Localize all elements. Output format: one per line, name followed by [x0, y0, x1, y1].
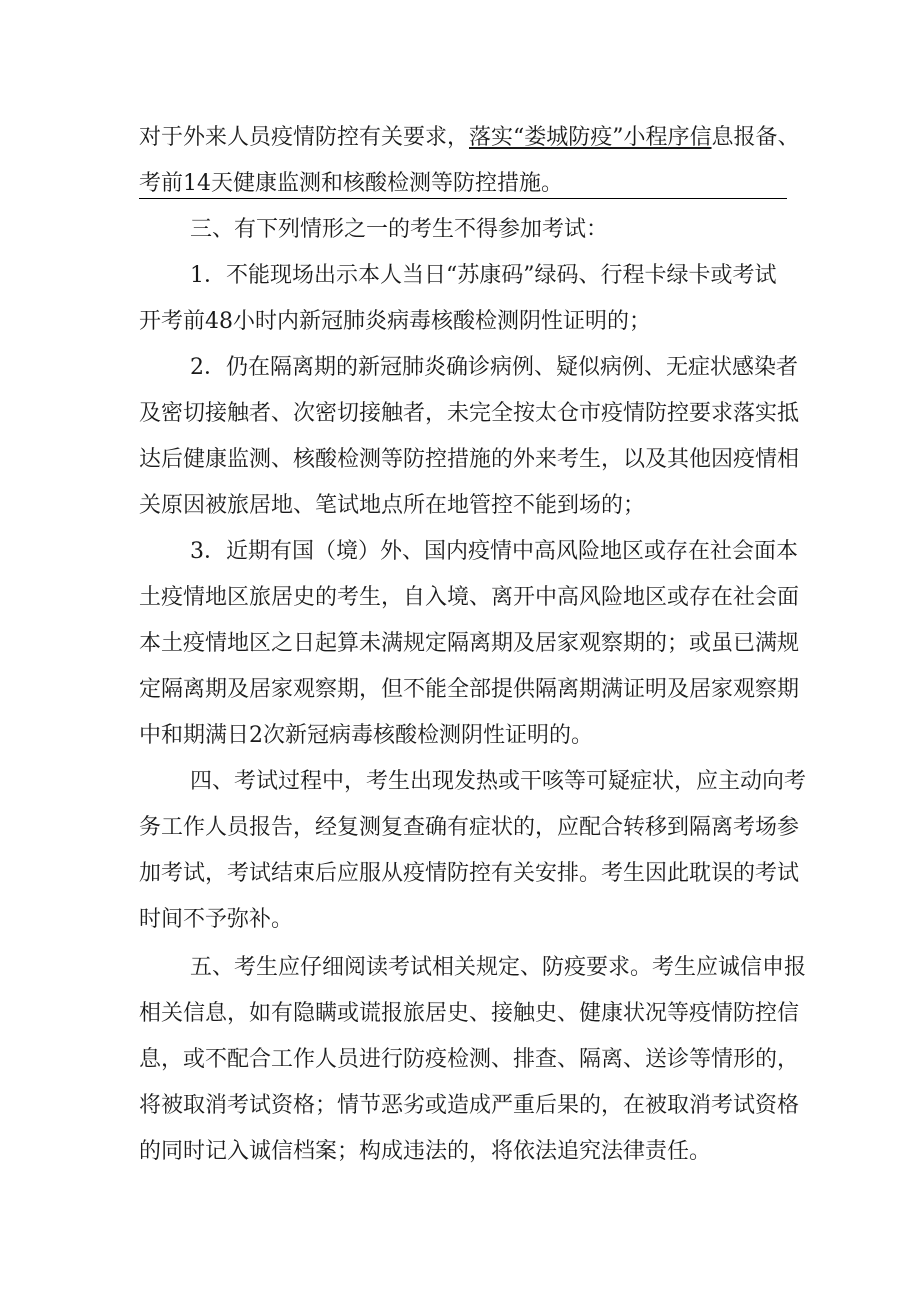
section-5-line: 五、考生应仔细阅读考试相关规定、防疫要求。考生应诚信申报: [190, 955, 807, 980]
section-4-line: 加考试，考试结束后应服从疫情防控有关安排。考生因此耽误的考试: [139, 861, 800, 886]
item-1-line: 开考前48小时内新冠肺炎病毒核酸检测阴性证明的；: [139, 309, 651, 334]
item-3-line: 中和期满日2次新冠病毒核酸检测阴性证明的。: [139, 723, 593, 748]
item-2-line: 2．仍在隔离期的新冠肺炎确诊病例、疑似病例、无症状感染者: [190, 355, 798, 380]
intro-text: 对于外来人员疫情防控有关要求，: [139, 125, 470, 150]
section-4-line: 务工作人员报告，经复测复查确有症状的，应配合转移到隔离考场参: [139, 815, 800, 840]
item-1-line: 1．不能现场出示本人当日“苏康码”绿码、行程卡绿卡或考试: [190, 263, 777, 288]
item-2-line: 及密切接触者、次密切接触者，未完全按太仓市疫情防控要求落实抵: [139, 401, 800, 426]
section-5-line: 将被取消考试资格；情节恶劣或造成严重后果的，在被取消考试资格: [139, 1093, 800, 1118]
intro-underlined-text: 落实“娄城防疫”小程序信: [469, 125, 712, 150]
section-4-line: 四、考试过程中，考生出现发热或干咳等可疑症状，应主动向考: [190, 769, 807, 794]
item-2-line: 关原因被旅居地、笔试地点所在地管控不能到场的；: [139, 493, 646, 518]
intro-text-tail: 息报备、: [711, 125, 800, 150]
item-3-line: 土疫情地区旅居史的考生，自入境、离开中高风险地区或存在社会面: [139, 585, 800, 610]
section-5-line: 息，或不配合工作人员进行防疫检测、排查、隔离、送诊等情形的，: [139, 1047, 800, 1072]
item-3-line: 本土疫情地区之日起算未满规定隔离期及居家观察期的；或虽已满规: [139, 631, 800, 656]
section-3-heading: 三、有下列情形之一的考生不得参加考试：: [190, 217, 609, 242]
section-5-line: 相关信息，如有隐瞒或谎报旅居史、接触史、健康状况等疫情防控信: [139, 1001, 800, 1026]
intro-line-1: [139, 123, 799, 153]
section-5-line: 的同时记入诚信档案；构成违法的，将依法追究法律责任。: [139, 1139, 712, 1164]
section-4-line: 时间不予弥补。: [139, 907, 294, 932]
item-3-line: 定隔离期及居家观察期，但不能全部提供隔离期满证明及居家观察期: [139, 677, 800, 702]
item-2-line: 达后健康监测、核酸检测等防控措施的外来考生，以及其他因疫情相: [139, 447, 800, 472]
intro-line-2: 考前14天健康监测和核酸检测等防控措施。: [139, 171, 563, 196]
horizontal-rule: [139, 198, 787, 199]
item-3-line: 3．近期有国（境）外、国内疫情中高风险地区或存在社会面本: [190, 539, 798, 564]
